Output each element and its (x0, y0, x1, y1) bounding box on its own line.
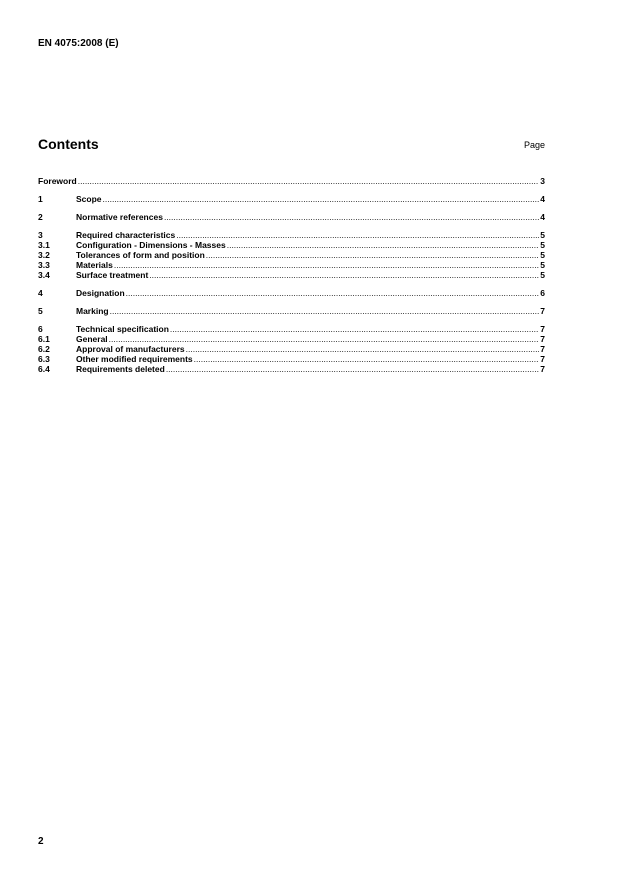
toc-entry-number: 4 (38, 288, 43, 298)
toc-entry-other-modified-requirements[interactable] (38, 354, 545, 364)
toc-dot-leader (166, 364, 539, 374)
toc-entry-number: 3 (38, 230, 43, 240)
toc-entry-page: 7 (540, 344, 545, 354)
toc-dot-leader (194, 354, 540, 364)
toc-entry-general[interactable] (38, 334, 545, 344)
toc-entry-number: 6 (38, 324, 43, 334)
toc-group-foreword (38, 176, 545, 186)
toc-entry-page: 5 (540, 240, 545, 250)
toc-entry-page: 5 (540, 230, 545, 240)
page-column-label: Page (523, 140, 545, 150)
toc-entry-configuration[interactable] (38, 240, 545, 250)
toc-dot-leader (114, 260, 539, 270)
toc-entry-title: Other modified requirements (76, 354, 193, 364)
toc-entry-page: 5 (540, 260, 545, 270)
toc-group-2 (38, 212, 545, 222)
toc-entry-page: 7 (540, 334, 545, 344)
toc-dot-leader (170, 324, 539, 334)
toc-entry-normative-references[interactable] (38, 212, 545, 222)
toc-entry-title: Marking (76, 306, 109, 316)
toc-entry-title: Required characteristics (76, 230, 176, 240)
toc-entry-designation[interactable] (38, 288, 545, 298)
toc-group-4 (38, 288, 545, 298)
toc-entry-number: 1 (38, 194, 43, 204)
toc-entry-number: 3.4 (38, 270, 50, 280)
toc-entry-page: 5 (540, 270, 545, 280)
toc-entry-title: Tolerances of form and position (76, 250, 205, 260)
toc-entry-required-characteristics[interactable] (38, 230, 545, 240)
toc-entry-page: 7 (540, 354, 545, 364)
contents-title: Contents (38, 136, 99, 152)
toc-entry-title: Configuration - Dimensions - Masses (76, 240, 226, 250)
toc-entry-number: 6.4 (38, 364, 50, 374)
toc-group-1 (38, 194, 545, 204)
toc-entry-title: Scope (76, 194, 102, 204)
toc-entry-number: 3.2 (38, 250, 50, 260)
toc-entry-title: Requirements deleted (76, 364, 165, 374)
toc-entry-title: Surface treatment (76, 270, 149, 280)
toc-entry-page: 7 (540, 324, 545, 334)
toc-group-3 (38, 230, 545, 280)
toc-entry-approval-of-manufacturers[interactable] (38, 344, 545, 354)
toc-entry-number: 5 (38, 306, 43, 316)
toc-entry-title: General (76, 334, 108, 344)
toc-entry-number: 3.1 (38, 240, 50, 250)
toc-entry-title: Materials (76, 260, 113, 270)
toc-entry-page: 4 (540, 212, 545, 222)
toc-dot-leader (186, 344, 540, 354)
toc-entry-title: Foreword (38, 176, 77, 186)
toc-entry-number: 6.2 (38, 344, 50, 354)
toc-entry-page: 4 (540, 194, 545, 204)
toc-entry-title: Technical specification (76, 324, 169, 334)
toc-entry-title: Approval of manufacturers (76, 344, 185, 354)
toc-entry-number: 3.3 (38, 260, 50, 270)
toc-entry-surface-treatment[interactable] (38, 270, 545, 280)
toc-entry-page: 6 (540, 288, 545, 298)
toc-dot-leader (126, 288, 540, 298)
toc-entry-tolerances[interactable] (38, 250, 545, 260)
document-id-header: EN 4075:2008 (E) (38, 38, 119, 49)
toc-entry-scope[interactable] (38, 194, 545, 204)
toc-dot-leader (176, 230, 539, 240)
toc-entry-number: 6.1 (38, 334, 50, 344)
toc-entry-technical-specification[interactable] (38, 324, 545, 334)
toc-entry-requirements-deleted[interactable] (38, 364, 545, 374)
toc-dot-leader (109, 334, 540, 344)
toc-entry-number: 2 (38, 212, 43, 222)
toc-dot-leader (78, 176, 540, 186)
toc-dot-leader (149, 270, 539, 280)
toc-dot-leader (103, 194, 540, 204)
toc-dot-leader (206, 250, 539, 260)
toc-dot-leader (164, 212, 539, 222)
toc-entry-title: Normative references (76, 212, 163, 222)
page-number: 2 (38, 836, 44, 847)
toc-entry-number: 6.3 (38, 354, 50, 364)
toc-group-6 (38, 324, 545, 374)
table-of-contents (38, 176, 545, 382)
toc-entry-page: 3 (540, 176, 545, 186)
toc-entry-page: 5 (540, 250, 545, 260)
toc-entry-foreword[interactable] (38, 176, 545, 186)
toc-entry-title: Designation (76, 288, 125, 298)
toc-dot-leader (110, 306, 540, 316)
toc-entry-page: 7 (540, 364, 545, 374)
toc-entry-materials[interactable] (38, 260, 545, 270)
toc-group-5 (38, 306, 545, 316)
toc-entry-page: 7 (540, 306, 545, 316)
toc-dot-leader (227, 240, 540, 250)
toc-entry-marking[interactable] (38, 306, 545, 316)
